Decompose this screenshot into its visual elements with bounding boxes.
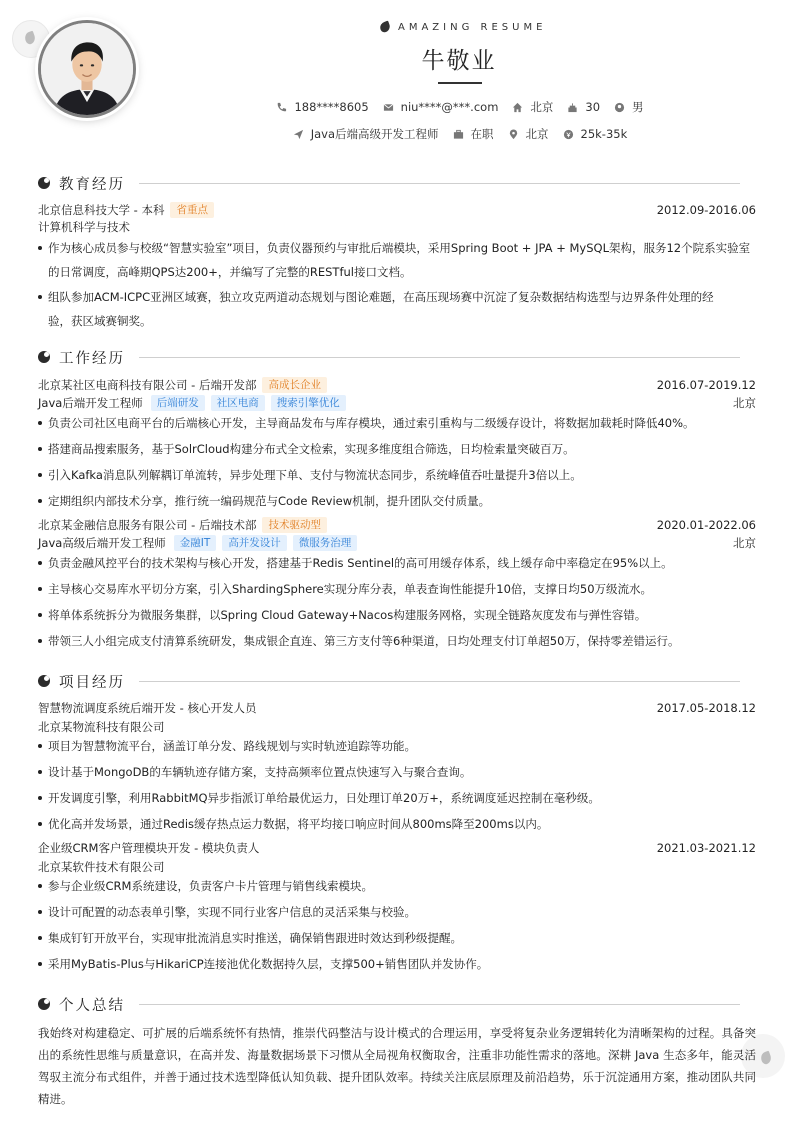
section-title: 个人总结 xyxy=(59,997,125,1014)
project-company-row xyxy=(38,859,756,875)
education-bullet xyxy=(38,285,756,333)
project-bullet: 项目为智慧物流平台，涵盖订单分发、路线规划与实时轨迹追踪等功能。 xyxy=(38,734,756,758)
city-text: 北京 xyxy=(530,100,554,114)
phone-item xyxy=(276,100,368,114)
gender-text: 男 xyxy=(632,100,644,114)
job-bullet: 负责公司社区电商平台的后端核心开发，主导商品发布与库存模块，通过索引重构与二级缓存设计，将数据加载耗时降低40%。 xyxy=(38,411,756,435)
target-role-text: Java后端高级开发工程师 xyxy=(310,127,439,141)
candidate-name: 牛敬业 xyxy=(421,48,497,74)
section-bullet-icon xyxy=(38,998,50,1010)
project-company: 北京某物流科技有限公司 xyxy=(38,720,165,734)
job-bullet: 负责金融风控平台的技术架构与核心开发，搭建基于Redis Sentinel的高可用缓存体系，线上缓存命中率稳定在95%以上。 xyxy=(38,551,756,575)
target-city-item xyxy=(508,126,549,142)
project-bullet: 设计可配置的动态表单引擎，实现不同行业客户信息的灵活采集与校验。 xyxy=(38,900,756,924)
job-date: 2020.01-2022.06 xyxy=(656,518,756,532)
project-company-row xyxy=(38,719,756,735)
section-title: 项目经历 xyxy=(59,674,125,691)
leaf-icon xyxy=(759,1051,773,1066)
section-bullet-icon xyxy=(38,675,50,687)
project-date: 2017.05-2018.12 xyxy=(656,701,756,715)
section-summary-header xyxy=(38,995,740,1013)
section-work-header xyxy=(38,348,740,366)
project-name: 企业级CRM客户管理模块开发 - 模块负责人 xyxy=(38,841,260,855)
skill-tag: 后端研发 xyxy=(151,395,205,411)
job-role: Java后端开发工程师 xyxy=(38,396,143,410)
briefcase-icon xyxy=(453,129,464,140)
brand-label: AMAZING RESUME xyxy=(398,21,547,33)
job-header xyxy=(38,377,756,393)
section-divider xyxy=(139,357,740,358)
job-city: 北京 xyxy=(733,396,756,410)
job-city: 北京 xyxy=(733,536,756,550)
money-icon xyxy=(563,129,574,140)
name-underline xyxy=(438,82,482,84)
phone-icon xyxy=(276,102,287,113)
project-bullet: 参与企业级CRM系统建设，负责客户卡片管理与销售线索模块。 xyxy=(38,874,756,898)
summary-text: 我始终对构建稳定、可扩展的后端系统怀有热情，推崇代码整洁与设计模式的合理运用，享受将复杂业务逻辑转化为清晰架构的过程。具备突出的系统性思维与质量意识，在高并发、海量数据场景下习惯从全局视角权衡取舍，注重非功能性需求的落地。深耕 Java 生态多年，能灵活驾驭主流分布式组件，并善于通过技术选型降低认知负载、提升团队效率。持续关注底层原理及前沿趋势，乐于沉淀通用方案，推动团队共同精进。 xyxy=(38,1026,756,1106)
skill-tag: 高并发设计 xyxy=(222,535,287,551)
school-name: 北京信息科技大学 - 本科 xyxy=(38,203,165,217)
job-bullet: 引入Kafka消息队列解耦订单流转，异步处理下单、支付与物流状态同步，系统峰值吞吐量提升3倍以上。 xyxy=(38,463,756,487)
project-bullet: 开发调度引擎，利用RabbitMQ异步指派订单给最优运力，日处理订单20万+，系统调度延迟控制在毫秒级。 xyxy=(38,786,756,810)
job-role: Java高级后端开发工程师 xyxy=(38,536,166,550)
company-tag: 高成长企业 xyxy=(262,377,327,393)
email-text: niu****@***.com xyxy=(400,100,499,114)
email-item xyxy=(383,100,499,114)
section-divider xyxy=(139,183,740,184)
education-entry-header xyxy=(38,202,756,218)
leaf-icon xyxy=(23,31,37,46)
education-date: 2012.09-2016.06 xyxy=(656,203,756,217)
section-projects-header xyxy=(38,672,740,690)
company-name: 北京某金融信息服务有限公司 - 后端技术部 xyxy=(38,518,257,532)
job-header xyxy=(38,517,756,533)
project-header xyxy=(38,700,756,716)
avatar xyxy=(38,20,136,118)
section-education-header xyxy=(38,174,740,192)
job-role-row xyxy=(38,395,756,411)
gender-item xyxy=(614,99,644,115)
job-bullet: 定期组织内部技术分享，推行统一编码规范与Code Review机制，提升团队交付质量。 xyxy=(38,489,756,513)
city-item xyxy=(512,99,553,115)
project-bullet: 设计基于MongoDB的车辆轨迹存储方案，支持高频率位置点快速写入与聚合查询。 xyxy=(38,760,756,784)
skill-tag: 搜索引擎优化 xyxy=(271,395,346,411)
bullet-text: 验，获区域赛铜奖。 xyxy=(48,314,152,328)
salary-text: 25k-35k xyxy=(580,127,628,141)
age-item xyxy=(567,100,600,114)
section-title: 教育经历 xyxy=(59,176,125,193)
job-bullet: 搭建商品搜索服务，基于SolrCloud构建分布式全文检索，实现多维度组合筛选，日均检索量突破百万。 xyxy=(38,437,756,461)
school-tag: 省重点 xyxy=(170,202,214,218)
skill-tag: 社区电商 xyxy=(211,395,265,411)
bullet-text: 作为核心成员参与校级“智慧实验室”项目，负责仪器预约与审批后端模块，采用Spring Boot + JPA + MySQL架构，服务12个院系实验室 xyxy=(48,241,751,255)
location-pin-icon xyxy=(508,129,519,140)
user-icon xyxy=(614,102,625,113)
project-bullet: 采用MyBatis-Plus与HikariCP连接池优化数据持久层，支撑500+销售团队并发协作。 xyxy=(38,952,756,976)
brand-header xyxy=(380,20,546,34)
job-bullet: 将单体系统拆分为微服务集群，以Spring Cloud Gateway+Nacos构建服务网格，实现全链路灰度发布与弹性容错。 xyxy=(38,603,756,627)
mail-icon xyxy=(383,102,394,113)
company-name: 北京某社区电商科技有限公司 - 后端开发部 xyxy=(38,378,257,392)
job-bullet: 主导核心交易库水平切分方案，引入ShardingSphere实现分库分表，单表查询性能提升10倍，支撑日均50万级流水。 xyxy=(38,577,756,601)
major-name: 计算机科学与技术 xyxy=(38,220,130,234)
target-city-text: 北京 xyxy=(525,127,549,141)
section-title: 工作经历 xyxy=(59,350,125,367)
send-icon xyxy=(293,129,304,140)
leaf-icon xyxy=(379,21,392,34)
age-text: 30 xyxy=(585,100,601,114)
section-bullet-icon xyxy=(38,177,50,189)
avatar-portrait-image xyxy=(41,23,133,115)
bullet-text: 的日常调度，高峰期QPS达200+，并编写了完整的RESTful接口文档。 xyxy=(48,265,412,279)
project-date: 2021.03-2021.12 xyxy=(656,841,756,855)
job-intent-row xyxy=(180,126,740,142)
job-date: 2016.07-2019.12 xyxy=(656,378,756,392)
status-text: 在职 xyxy=(470,127,494,141)
target-role-item xyxy=(293,126,439,142)
status-item xyxy=(453,126,494,142)
project-name: 智慧物流调度系统后端开发 - 核心开发人员 xyxy=(38,701,257,715)
job-role-row xyxy=(38,535,756,551)
education-major-row xyxy=(38,219,756,235)
cake-icon xyxy=(567,102,578,113)
section-divider xyxy=(139,681,740,682)
home-icon xyxy=(512,102,523,113)
section-bullet-icon xyxy=(38,351,50,363)
project-company: 北京某软件技术有限公司 xyxy=(38,860,165,874)
skill-tag: 微服务治理 xyxy=(293,535,358,551)
project-header xyxy=(38,840,756,856)
skill-tag: 金融IT xyxy=(174,535,217,551)
section-divider xyxy=(139,1004,740,1005)
project-bullet: 优化高并发场景，通过Redis缓存热点运力数据，将平均接口响应时间从800ms降至200ms以内。 xyxy=(38,812,756,836)
salary-item xyxy=(563,127,628,141)
company-tag: 技术驱动型 xyxy=(262,517,327,533)
job-bullet: 带领三人小组完成支付清算系统研发，集成银企直连、第三方支付等6种渠道，日均处理支付订单超50万，保持零差错运行。 xyxy=(38,629,756,653)
phone-text: 188****8605 xyxy=(294,100,369,114)
bullet-text: 组队参加ACM-ICPC亚洲区域赛，独立攻克两道动态规划与图论难题，在高压现场赛中沉淀了复杂数据结构选型与边界条件处理的经 xyxy=(48,290,714,304)
contact-info-row xyxy=(180,99,740,115)
project-bullet: 集成钉钉开放平台，实现审批流消息实时推送，确保销售跟进时效达到秒级提醒。 xyxy=(38,926,756,950)
education-bullet xyxy=(38,236,756,284)
